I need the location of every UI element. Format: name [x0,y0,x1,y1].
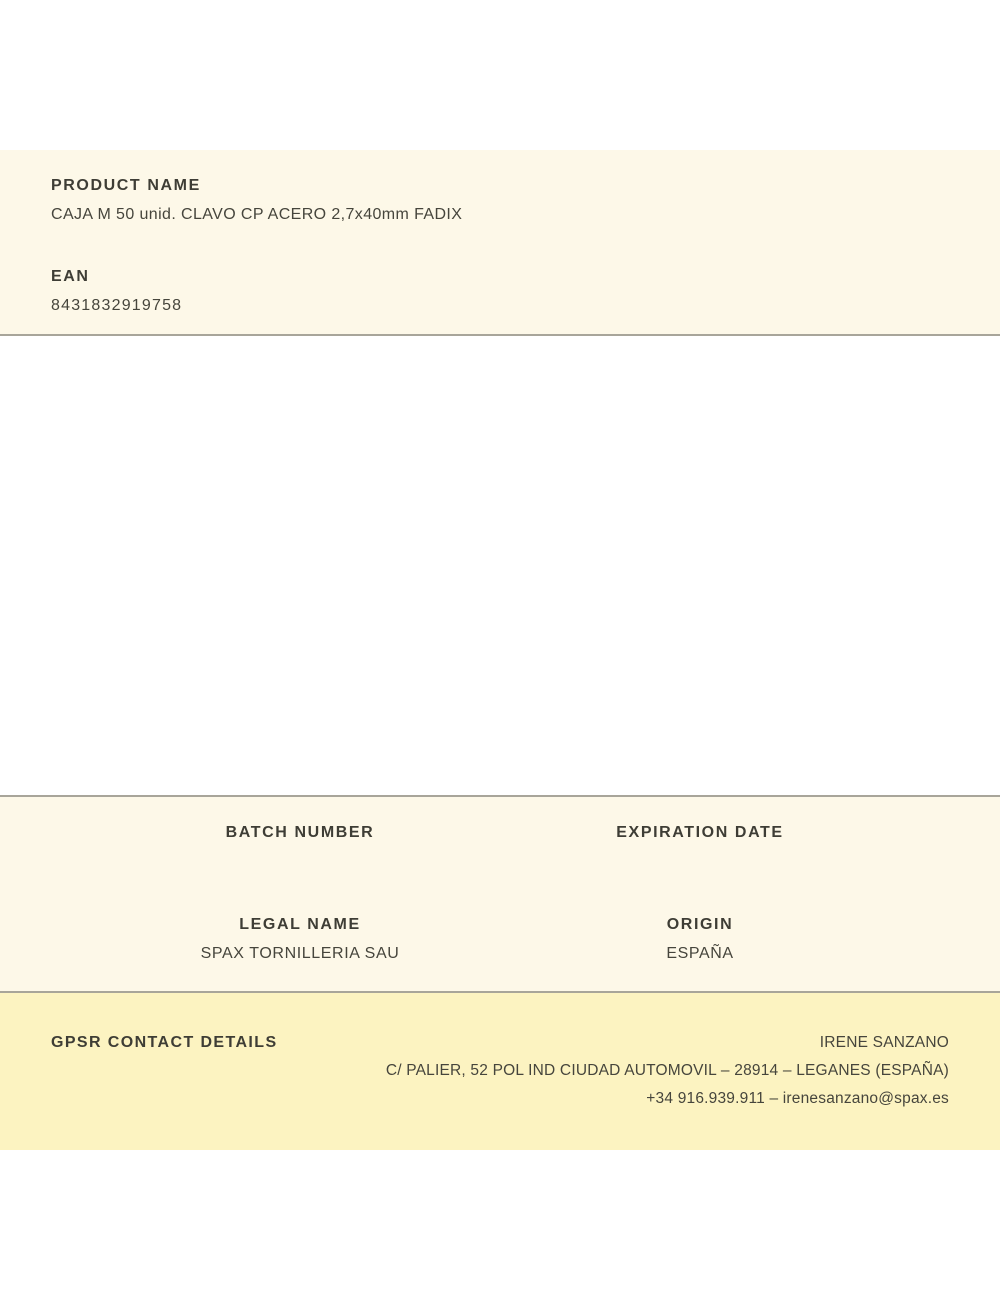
batch-number-label: BATCH NUMBER [225,824,375,841]
top-whitespace [0,0,1000,150]
batch-number-field [100,823,500,843]
gpsr-contact-block [386,1029,949,1113]
origin-value: ESPAÑA [666,945,734,962]
origin-label: ORIGIN [666,916,734,933]
product-name-field [51,176,949,225]
batch-origin-grid [100,823,900,964]
origin-field [500,915,900,964]
expiration-date-field [500,823,900,843]
middle-whitespace [0,336,1000,795]
ean-field [51,267,949,316]
gpsr-contact-heading: GPSR CONTACT DETAILS [51,1034,278,1051]
legal-name-value: SPAX TORNILLERIA SAU [200,945,400,962]
batch-origin-section [0,795,1000,993]
ean-label: EAN [51,268,90,285]
product-name-label: PRODUCT NAME [51,177,201,194]
legal-name-field [100,915,500,964]
product-name-value: CAJA M 50 unid. CLAVO CP ACERO 2,7x40mm FADIX [51,206,463,223]
expiration-date-label: EXPIRATION DATE [616,824,784,841]
gpsr-contact-name: IRENE SANZANO [819,1034,949,1051]
legal-name-label: LEGAL NAME [239,916,361,933]
product-section [0,150,1000,336]
gpsr-contact-phone-email: +34 916.939.911 – irenesanzano@spax.es [646,1090,949,1107]
gpsr-contact-address: C/ PALIER, 52 POL IND CIUDAD AUTOMOVIL – 28914 – LEGANES (ESPAÑA) [385,1062,949,1079]
ean-value: 8431832919758 [51,297,183,314]
gpsr-contact-section [0,993,1000,1150]
